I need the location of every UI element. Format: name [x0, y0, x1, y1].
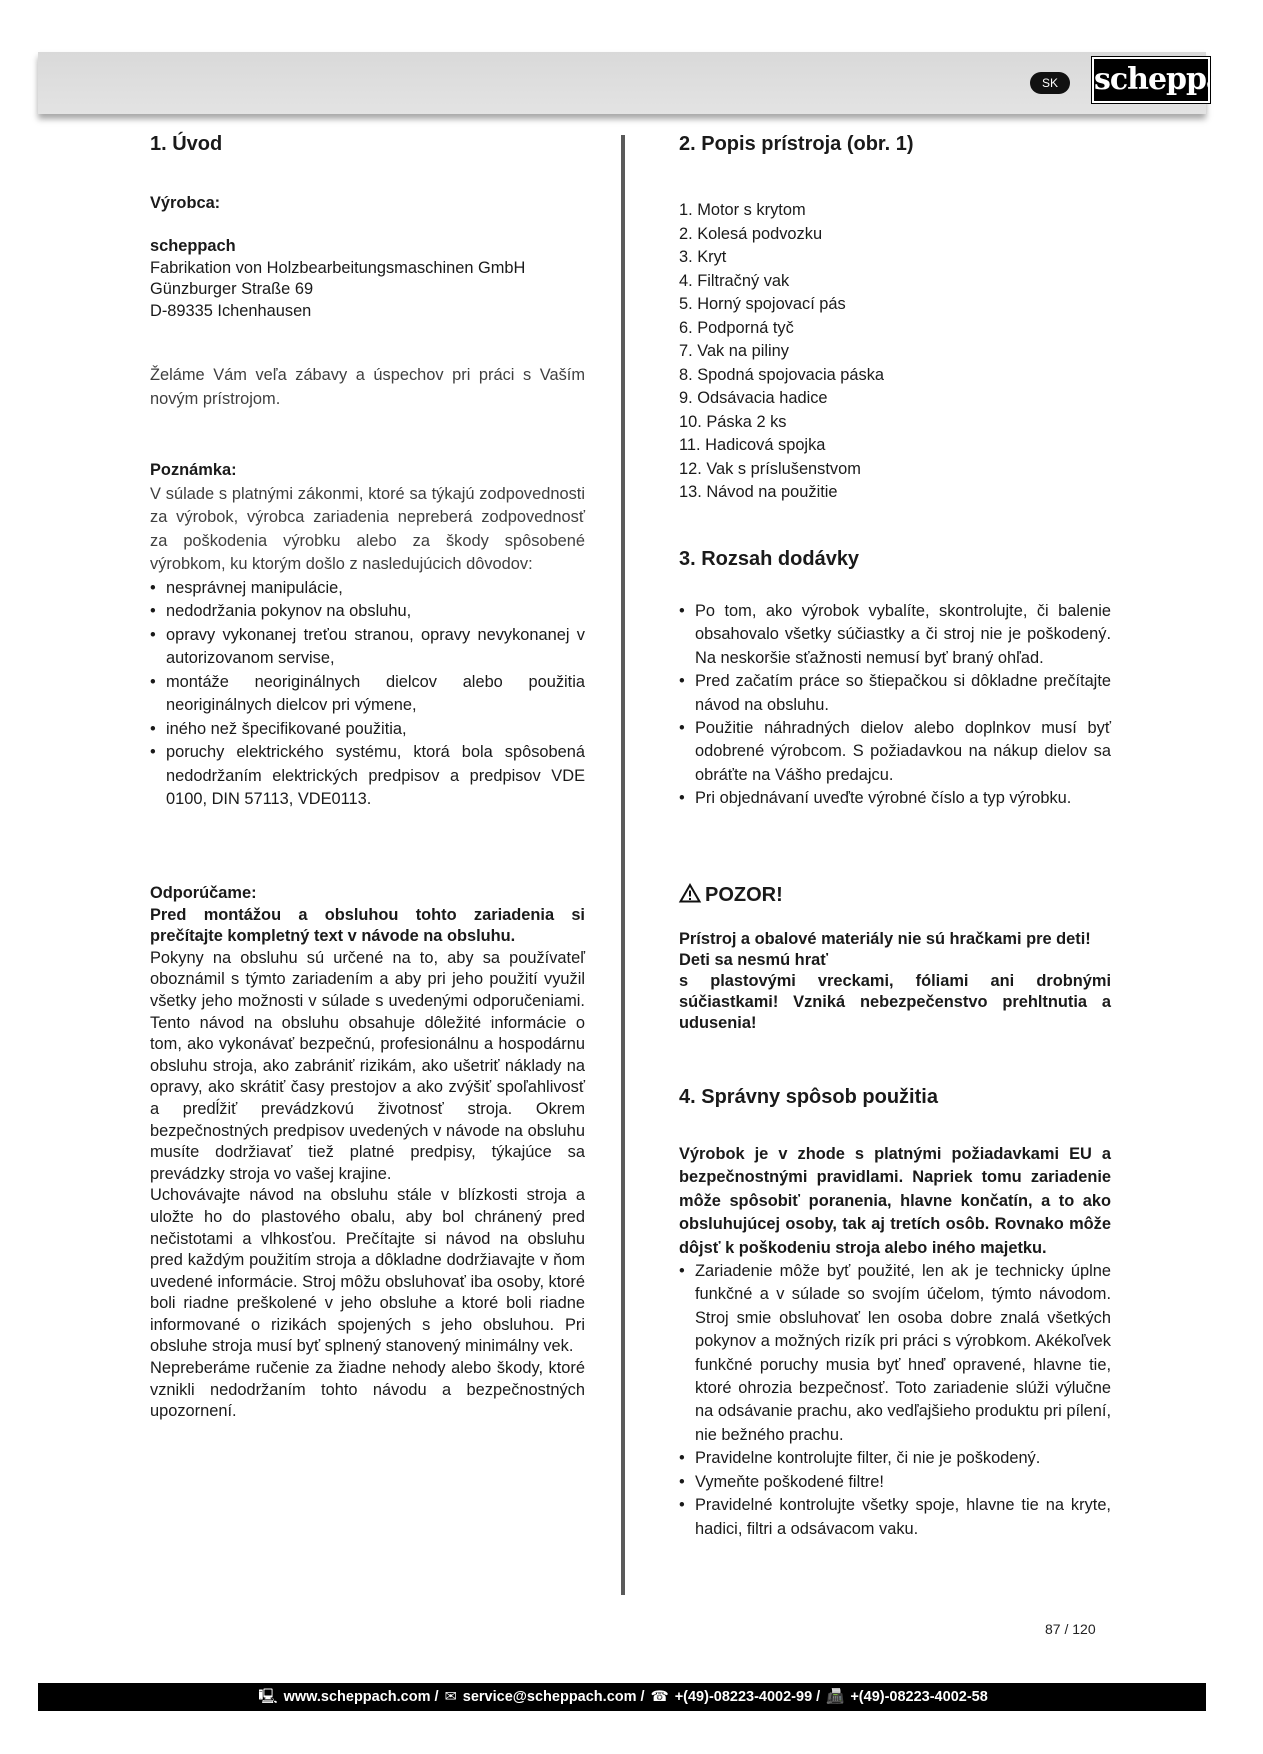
list-item: 4. Filtračný vak — [679, 271, 790, 290]
list-item: 8. Spodná spojovacia páska — [679, 365, 885, 384]
list-item: • Pravidelne kontrolujte filter, či nie je poškodený. — [679, 1447, 1111, 1470]
computer-icon: 🖳 — [258, 1689, 278, 1705]
list-item: • montáže neoriginálnych dielcov alebo použitia neoriginálnych dielcov pri výmene, — [150, 671, 585, 718]
intro-heading: 1. Úvod — [150, 133, 223, 155]
language-badge: SK — [1030, 72, 1070, 94]
mail-icon: ✉ — [444, 1689, 457, 1705]
list-item: • iného než špecifikované použitia, — [150, 718, 585, 742]
list-item: • Po tom, ako výrobok vybalíte, skontrolujte, či balenie obsahovalo všetky súčiastky a či stroj nie je poškodený. Na neskoršie sťažnosti nemusí byť braný ohľad. — [679, 600, 1111, 670]
list-item: 3. Kryt — [679, 248, 727, 266]
use-bold-text: Výrobok je v zhode s platnými požiadavkami EU a bezpečnostnými pravidlami. Napriek tomu zariadenie môže spôsobiť poranenia, hlavne končatín, a to ako obsluhujúcej osoby, tak aj tretích osôb. Rovnako môže dôjsť k poškodeniu stroja alebo iného majetku. — [679, 1145, 1111, 1257]
list-item: 7. Vak na piliny — [679, 342, 789, 360]
list-item: • Použitie náhradných dielov alebo doplnkov musí byť odobrené výrobcom. S požiadavkou na nákup dielov sa obráťte na Vášho predajcu. — [679, 717, 1111, 787]
address-block — [150, 236, 585, 322]
list-item: • Zariadenie môže byť použité, len ak je technicky úplne funkčné a v súlade so svojím účelom, týmto návodom. Stroj smie obsluhovať len osoba dobre znalá všetkých pokynov a možných rizík pri práci s výrobkom. Akékoľvek funkčné poruchy musia byť hneď opravené, hlavne tie, ktoré ohrozia bezpečnosť. Toto zariadenie slúži výlučne na odsávanie prachu, ako vedľajšieho produktu pri pílení, nie bežného prachu. — [679, 1260, 1111, 1447]
list-item: 2. Kolesá podvozku — [679, 224, 823, 243]
wish-text: Želáme Vám veľa zábavy a úspechov pri práci s Vaším novým prístrojom. — [150, 366, 585, 408]
use-heading: 4. Správny spôsob použitia — [679, 1086, 938, 1108]
use-block — [679, 1143, 1111, 1541]
list-item: • Pred začatím práce so štiepačkou si dôkladne prečítajte návod na obsluhu. — [679, 670, 1111, 717]
note-text: V súlade s platnými zákonmi, ktoré sa týkajú zodpovednosti za výrobok, výrobca zariadenia nepreberá zodpovednosť za poškodenia výrobku alebo za škody spôsobené výrobkom, ku ktorým došlo z nasledujúcich dôvodov: — [150, 484, 585, 573]
fax-icon: 📠 — [826, 1689, 845, 1705]
parts-list — [679, 199, 1111, 505]
warning-text: Prístroj a obalové materiály nie sú hračkami pre deti! Deti sa nesmú hrať — [679, 930, 1091, 969]
manufacturer-label: Výrobca: — [150, 194, 221, 212]
delivery-heading: 3. Rozsah dodávky — [679, 548, 860, 570]
list-item: 1. Motor s krytom — [679, 201, 806, 219]
list-item: 12. Vak s príslušenstvom — [679, 459, 861, 478]
use-list — [679, 1260, 1111, 1541]
column-divider — [621, 135, 625, 1595]
list-item: • Vymeňte poškodené filtre! — [679, 1471, 1111, 1494]
note-list — [150, 577, 585, 812]
manufacturer-block — [150, 193, 585, 215]
company-name: scheppach — [150, 237, 236, 255]
list-item: • Pravidelné kontrolujte všetky spoje, hlavne tie na kryte, hadici, filtri a odsávacom vaku. — [679, 1494, 1111, 1541]
list-item: • nesprávnej manipulácie, — [150, 577, 585, 601]
list-item: • opravy vykonanej treťou stranou, opravy nevykonanej v autorizovanom servise, — [150, 624, 585, 671]
warning-title: POZOR! — [705, 884, 783, 906]
footer-website[interactable]: www.scheppach.com / — [283, 1689, 439, 1705]
list-item: 6. Podporná tyč — [679, 318, 794, 337]
list-item: 10. Páska 2 ks — [679, 412, 787, 431]
footer-email[interactable]: service@scheppach.com / — [462, 1689, 645, 1705]
address-line: D-89335 Ichenhausen — [150, 301, 312, 320]
warning-text: s plastovými vreckami, fóliami ani drobnými súčiastkami! Vzniká nebezpečenstvo prehltnutia a udusenia! — [679, 972, 1111, 1032]
recommend-bold-text: Pred montážou a obsluhou tohto zariadenia si prečítajte kompletný text v návode na obsluhu. — [150, 905, 585, 946]
list-item: 9. Odsávacia hadice — [679, 389, 828, 407]
delivery-list — [679, 600, 1111, 811]
list-item: • Pri objednávaní uveďte výrobné číslo a typ výrobku. — [679, 787, 1111, 810]
recommend-block — [150, 883, 585, 1423]
address-line: Günzburger Straße 69 — [150, 280, 314, 298]
phone-icon: ☎ — [650, 1689, 669, 1705]
scheppach-logo: scheppach — [1092, 57, 1210, 103]
recommend-label: Odporúčame: — [150, 884, 257, 902]
list-item: • poruchy elektrického systému, ktorá bola spôsobená nedodržaním elektrických predpisov a predpisov VDE 0100, DIN 57113, VDE0113. — [150, 741, 585, 812]
page-number: 87 / 120 — [1045, 1621, 1096, 1637]
list-item: • nedodržania pokynov na obsluhu, — [150, 600, 585, 624]
list-item: 13. Návod na použitie — [679, 483, 838, 501]
note-block — [150, 459, 585, 812]
recommend-paragraph: Uchovávajte návod na obsluhu stále v blízkosti stroja a uložte ho do plastového obalu, aby bol chránený pred nečistotami a vlhkosťou. Prečítajte si návod na obsluhu pred každým použitím stroja a dôkladne dodržiavajte v ňom uvedené informácie. Stroj môžu obsluhovať iba osoby, ktoré boli riadne preškolené v jeho obsluhe a ktoré boli riadne informované o rizikách spojených s jeho obsluhou. Pri obsluhe stroja musí byť splnený stanovený minimálny vek. — [150, 1186, 585, 1356]
warning-heading — [679, 882, 783, 910]
recommend-paragraph: Nepreberáme ručenie za žiadne nehody alebo škody, ktoré vznikli nedodržaním tohto návodu a bezpečnostných upozornení. — [150, 1359, 585, 1421]
list-item: 5. Horný spojovací pás — [679, 295, 846, 313]
address-line: Fabrikation von Holzbearbeitungsmaschinen GmbH — [150, 258, 526, 277]
warning-triangle-icon — [679, 883, 701, 910]
footer-phone: +(49)-08223-4002-99 / — [674, 1689, 821, 1705]
list-item: 11. Hadicová spojka — [679, 436, 826, 454]
description-heading: 2. Popis prístroja (obr. 1) — [679, 133, 914, 155]
footer-fax: +(49)-08223-4002-58 — [850, 1689, 988, 1705]
footer-bar — [38, 1683, 1206, 1711]
note-label: Poznámka: — [150, 461, 237, 479]
warning-block — [679, 929, 1111, 1034]
recommend-paragraph: Pokyny na obsluhu sú určené na to, aby sa používateľ oboznámil s týmto zariadením a aby pri jeho použití využil všetky jeho možnosti v súlade s uvedenými odporučeniami. Tento návod na obsluhu obsahuje dôležité informácie o tom, ako vykonávať bezpečnú, profesionálnu a hospodárnu obsluhu stroja, ako zabrániť rizikám, ako ušetriť náklady na opravy, ako skrátiť časy prestojov a ako zvýšiť spoľahlivosť a predĺžiť prevádzkovú životnosť stroja. Okrem bezpečnostných predpisov uvedených v návode na obsluhu musíte dodržiavať tiež platné predpisy, týkajúce sa prevádzky stroja vo vašej krajine. — [150, 948, 585, 1183]
